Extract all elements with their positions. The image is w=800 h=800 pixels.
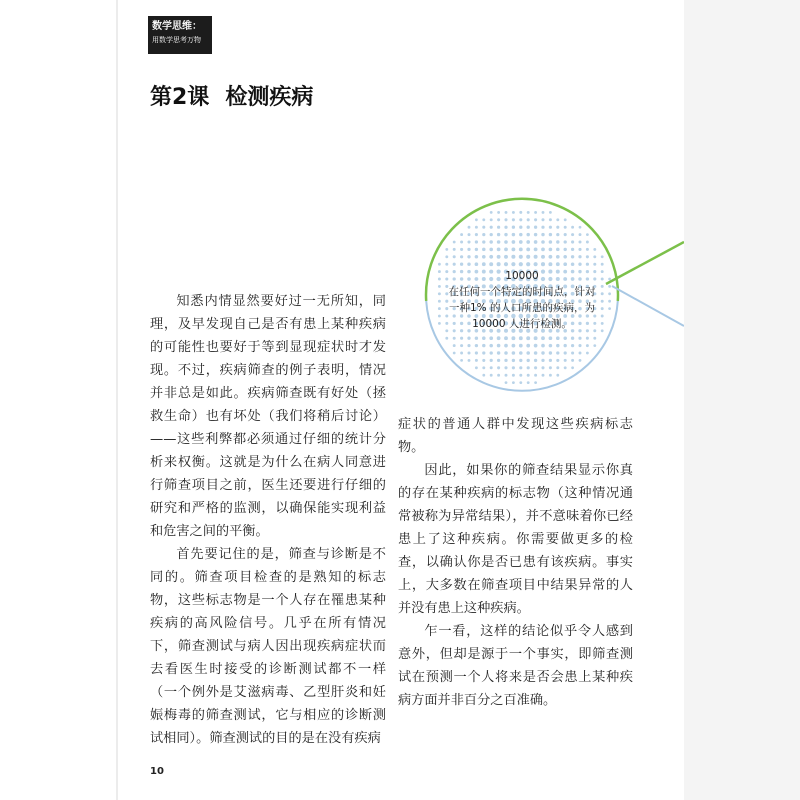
population-dot (467, 351, 470, 354)
population-dot (504, 233, 507, 236)
population-dot (504, 240, 508, 244)
population-dot (489, 344, 493, 348)
population-dot (541, 233, 544, 236)
lesson-number: 第2课 (150, 85, 210, 110)
population-dot (586, 344, 589, 347)
population-dot (563, 248, 566, 251)
population-dot (578, 255, 581, 258)
population-dot (512, 233, 515, 236)
population-dot (564, 240, 567, 243)
population-dot (482, 351, 485, 354)
population-dot (512, 344, 516, 348)
population-dot (534, 218, 537, 221)
population-dot (534, 255, 538, 259)
population-dot (475, 248, 478, 251)
population-dot (578, 240, 581, 243)
population-dot (497, 211, 500, 214)
population-dot (445, 248, 448, 251)
population-dot (556, 351, 559, 354)
population-dot (586, 337, 589, 340)
population-dot (490, 351, 493, 354)
population-dot (579, 233, 582, 236)
population-dot (519, 247, 523, 251)
population-dot (534, 336, 538, 340)
population-dot (571, 351, 574, 354)
population-dot (453, 337, 456, 340)
paragraph: 知悉内情显然要好过一无所知，同理，及早发现自己是否有患上某种疾病的可能性也要好于等到显现症状时才发现。不过，疾病筛查的例子表明，情况并非总是如此。疾病筛查既有好处（拯救生命）也有坏处（我们将稍后讨论）——这些利弊都必须通过仔细的统计分析来权衡。这就是为什么在病人同意进行筛查项目之前，医生还要进行仔细的研究和严格的监测，以确保能实现利益和危害之间的平衡。 (150, 294, 386, 539)
population-dot (541, 366, 544, 369)
population-dot (505, 381, 508, 384)
figure-caption-line: 在任何一个特定的时间点，针对 (448, 286, 596, 298)
population-dot (541, 248, 545, 252)
population-dot (571, 255, 574, 258)
population-dot (453, 344, 456, 347)
population-dot (526, 240, 530, 244)
population-dot (519, 262, 523, 266)
population-dot (489, 336, 493, 340)
population-dot (467, 240, 470, 243)
population-dot (534, 344, 538, 348)
population-dot (579, 226, 582, 229)
population-dot (475, 226, 478, 229)
population-dot (482, 344, 485, 347)
population-dot (512, 226, 515, 229)
population-dot (519, 336, 523, 340)
population-dot (482, 226, 485, 229)
population-dot (497, 344, 501, 348)
pointer-line-blue (612, 286, 684, 326)
population-dot (475, 351, 478, 354)
population-dot (445, 337, 448, 340)
population-dot (571, 359, 574, 362)
population-dot (549, 344, 553, 348)
population-dot (586, 352, 589, 355)
population-dot (527, 366, 530, 369)
population-dot (511, 255, 515, 259)
population-dot (468, 226, 471, 229)
population-dot (490, 233, 493, 236)
population-dot (490, 359, 493, 362)
population-dot (519, 240, 523, 244)
population-dot (482, 233, 485, 236)
population-dot (534, 374, 537, 377)
population-dot (563, 262, 567, 266)
population-dot (541, 359, 544, 362)
population-dot (534, 359, 537, 362)
population-dot (608, 278, 611, 281)
population-dot (563, 336, 566, 339)
population-dot (512, 374, 515, 377)
population-dot (460, 359, 463, 362)
population-dot (549, 211, 552, 214)
series-badge (148, 16, 212, 54)
population-dot (586, 263, 589, 266)
population-dot (556, 226, 559, 229)
population-dot (519, 381, 522, 384)
population-dot (467, 248, 470, 251)
population-dot (534, 366, 537, 369)
population-dot (549, 255, 553, 259)
population-dot (526, 344, 530, 348)
population-dot (482, 336, 486, 340)
population-dot (549, 240, 553, 244)
population-dot (564, 233, 567, 236)
population-dot (608, 300, 611, 303)
population-dot (519, 226, 522, 229)
population-dot (541, 262, 545, 266)
population-dot (549, 226, 552, 229)
population-dot (571, 233, 574, 236)
population-dot (541, 218, 544, 221)
population-dot (608, 285, 611, 288)
population-dot (467, 344, 470, 347)
figure-caption (438, 268, 606, 332)
population-dot (519, 233, 522, 236)
population-dot (571, 240, 574, 243)
population-dot (549, 233, 552, 236)
population-dot (467, 337, 470, 340)
population-dot (504, 262, 508, 266)
population-dot (460, 248, 463, 251)
population-dot (586, 248, 589, 251)
population-dot (482, 255, 486, 259)
population-dot (548, 262, 552, 266)
population-dot (527, 226, 530, 229)
population-dot (571, 248, 574, 251)
population-dot (504, 218, 507, 221)
body-column-left (150, 290, 386, 750)
population-dot (534, 351, 538, 355)
population-dot (541, 336, 545, 340)
paragraph-continued: 症状的普通人群中发现这些疾病标志物。 (398, 417, 633, 455)
population-dot (526, 255, 530, 259)
figure-caption-line: 10000 人进行检测。 (472, 318, 572, 330)
population-dot (526, 233, 529, 236)
population-dot (475, 366, 478, 369)
population-dot (534, 226, 537, 229)
population-dot (460, 233, 463, 236)
population-dot (504, 248, 508, 252)
population-dot (497, 226, 500, 229)
population-dot (564, 366, 567, 369)
population-dot (460, 241, 463, 244)
population-dot (601, 255, 604, 258)
population-dot (460, 263, 463, 266)
population-dot (512, 351, 516, 355)
paragraph: 乍一看，这样的结论似乎令人感到意外，但却是源于一个事实，即筛查测试在预测一个人将来是否会患上某种疾病方面并非百分之百准确。 (398, 624, 633, 708)
population-dot (571, 262, 575, 266)
population-dot (608, 307, 611, 310)
population-dot (497, 233, 500, 236)
population-dot (526, 247, 530, 251)
population-dot (564, 226, 567, 229)
population-dot (608, 292, 611, 295)
population-dot (475, 344, 478, 347)
population-dot (578, 263, 581, 266)
population-dot (563, 255, 567, 259)
population-dot (497, 240, 501, 244)
population-dot (534, 247, 538, 251)
population-dot (549, 359, 552, 362)
population-dot (512, 359, 515, 362)
population-dot (593, 344, 596, 347)
population-dot (571, 366, 574, 369)
population-dot (460, 344, 463, 347)
population-dot (490, 374, 493, 377)
population-dot (467, 255, 470, 258)
population-dot (475, 262, 479, 266)
population-dot (534, 381, 537, 384)
population-dot (482, 262, 486, 266)
population-dot (490, 218, 493, 221)
population-dot (460, 255, 463, 258)
population-dot (586, 241, 589, 244)
population-dot (512, 211, 515, 214)
population-dot (512, 240, 516, 244)
population-dot (534, 240, 538, 244)
population-dot (453, 255, 456, 258)
population-dot (475, 233, 478, 236)
population-dot (504, 226, 507, 229)
population-dot (564, 359, 567, 362)
population-dot (586, 233, 589, 236)
population-dot (519, 211, 522, 214)
population-dot (556, 248, 560, 252)
population-dot (527, 218, 530, 221)
population-dot (512, 218, 515, 221)
population-dot (511, 336, 515, 340)
population-dot (490, 366, 493, 369)
population-dot (482, 366, 485, 369)
population-dot (482, 359, 485, 362)
population-dot (601, 263, 604, 266)
population-dot (453, 241, 456, 244)
population-dot (445, 255, 448, 258)
population-dot (512, 381, 515, 384)
population-dot (519, 218, 522, 221)
population-dot (489, 262, 493, 266)
population-dot (579, 359, 582, 362)
population-dot (541, 240, 545, 244)
population-dot (556, 336, 560, 340)
population-dot (564, 351, 567, 354)
population-dot (497, 248, 501, 252)
population-dot (497, 336, 501, 340)
population-dot (445, 263, 448, 266)
population-dot (497, 218, 500, 221)
population-dot (571, 337, 574, 340)
population-dot (593, 255, 596, 258)
population-dot (519, 359, 522, 362)
population-dot (482, 218, 485, 221)
population-dot (475, 240, 478, 243)
population-dot (527, 374, 530, 377)
population-dot (453, 248, 456, 251)
population-dot (527, 359, 530, 362)
population-dot (519, 351, 523, 355)
facing-page-edge (684, 0, 800, 800)
lesson-title (150, 80, 313, 111)
population-dot (505, 374, 508, 377)
population-dot (556, 218, 559, 221)
population-dot (475, 218, 478, 221)
population-dot (549, 351, 552, 354)
population-dot (556, 374, 559, 377)
population-dot (578, 248, 581, 251)
population-dot (497, 359, 500, 362)
series-subtitle: 用数学思考万物 (152, 36, 201, 44)
population-dot (489, 255, 493, 259)
population-dot (541, 226, 544, 229)
population-dot (438, 263, 441, 266)
population-dot (482, 374, 485, 377)
population-dot (527, 381, 530, 384)
population-dot (519, 366, 522, 369)
population-dot (490, 226, 493, 229)
population-dot (497, 262, 501, 266)
population-dot (549, 374, 552, 377)
population-dot (593, 263, 596, 266)
series-title: 数学思维： (152, 21, 202, 32)
population-dot (504, 336, 508, 340)
population-dot (578, 344, 581, 347)
population-dot (564, 218, 567, 221)
population-dot (497, 255, 501, 259)
population-dot (556, 344, 559, 347)
population-dot (556, 240, 559, 243)
population-dot (497, 351, 500, 354)
population-dot (511, 247, 515, 251)
figure-count: 10000 (505, 270, 539, 282)
population-dot (579, 352, 582, 355)
population-dot (556, 233, 559, 236)
population-dot (527, 211, 530, 214)
population-dot (468, 233, 471, 236)
page-number: 10 (150, 766, 164, 777)
population-dot (504, 255, 508, 259)
population-dot (556, 262, 560, 266)
population-dot (497, 366, 500, 369)
paragraph: 首先要记住的是，筛查与诊断是不同的。筛查项目检查的是熟知的标志物，这些标志物是一个人存在罹患某种疾病的高风险信号。几乎在所有情况下，筛查测试与病人因出现疾病症状而去看医生时接受的诊断测试都不一样（一个例外是艾滋病毒、乙型肝炎和妊娠梅毒的筛查测试，它与相应的诊断测试相同）。筛查测试的目的是在没有疾病 (150, 547, 386, 746)
paragraph: 因此，如果你的筛查结果显示你真的存在某种疾病的标志物（这种情况通常被称为异常结果），并不意味着你已经患上了这种疾病。你需要做更多的检查，以确认你是否已患有该疾病。事实上，大多数在筛查项目中结果异常的人并没有患上这种疾病。 (398, 463, 633, 616)
population-dot (519, 374, 522, 377)
population-dot (475, 359, 478, 362)
population-dot (489, 248, 493, 252)
population-dot (564, 344, 567, 347)
population-dot (578, 337, 581, 340)
population-dot (593, 337, 596, 340)
population-dot (468, 359, 471, 362)
population-dot (460, 352, 463, 355)
population-dot (556, 359, 559, 362)
population-dot (593, 248, 596, 251)
population-dot (534, 233, 537, 236)
population-dot (482, 248, 486, 252)
body-column-right (398, 413, 633, 712)
population-dot (504, 351, 508, 355)
population-dot (512, 366, 515, 369)
pointer-line-green (606, 242, 684, 284)
population-dot (489, 240, 492, 243)
population-dot (490, 211, 493, 214)
population-dot (497, 374, 500, 377)
population-dot (549, 366, 552, 369)
population-dot (519, 344, 523, 348)
population-dot (556, 366, 559, 369)
population-dot (556, 255, 560, 259)
population-dot (586, 255, 589, 258)
population-dot (504, 359, 507, 362)
population-figure (420, 190, 684, 400)
population-dot (571, 344, 574, 347)
population-dot (467, 262, 470, 265)
population-dot (534, 262, 538, 266)
population-dot (571, 226, 574, 229)
population-dot (504, 366, 507, 369)
population-dot (460, 337, 463, 340)
population-dot (504, 344, 508, 348)
population-dot (541, 351, 544, 354)
population-dot (526, 262, 530, 266)
population-dot (526, 351, 530, 355)
population-dot (534, 211, 537, 214)
population-dot (542, 374, 545, 377)
population-dot (526, 336, 530, 340)
population-dot (541, 255, 545, 259)
population-dot (453, 352, 456, 355)
population-dot (519, 255, 523, 259)
population-dot (475, 255, 479, 259)
population-dot (505, 211, 508, 214)
population-dot (549, 248, 553, 252)
population-dot (453, 263, 456, 266)
figure-caption-line: 一种1% 的人口所患的疾病，为 (449, 302, 595, 314)
population-dot (549, 218, 552, 221)
population-dot (549, 336, 553, 340)
lesson-name: 检测疾病 (225, 85, 314, 110)
population-dot (541, 344, 545, 348)
population-dot (475, 336, 478, 339)
population-dot (511, 262, 515, 266)
population-dot (482, 240, 485, 243)
population-dot (542, 211, 545, 214)
